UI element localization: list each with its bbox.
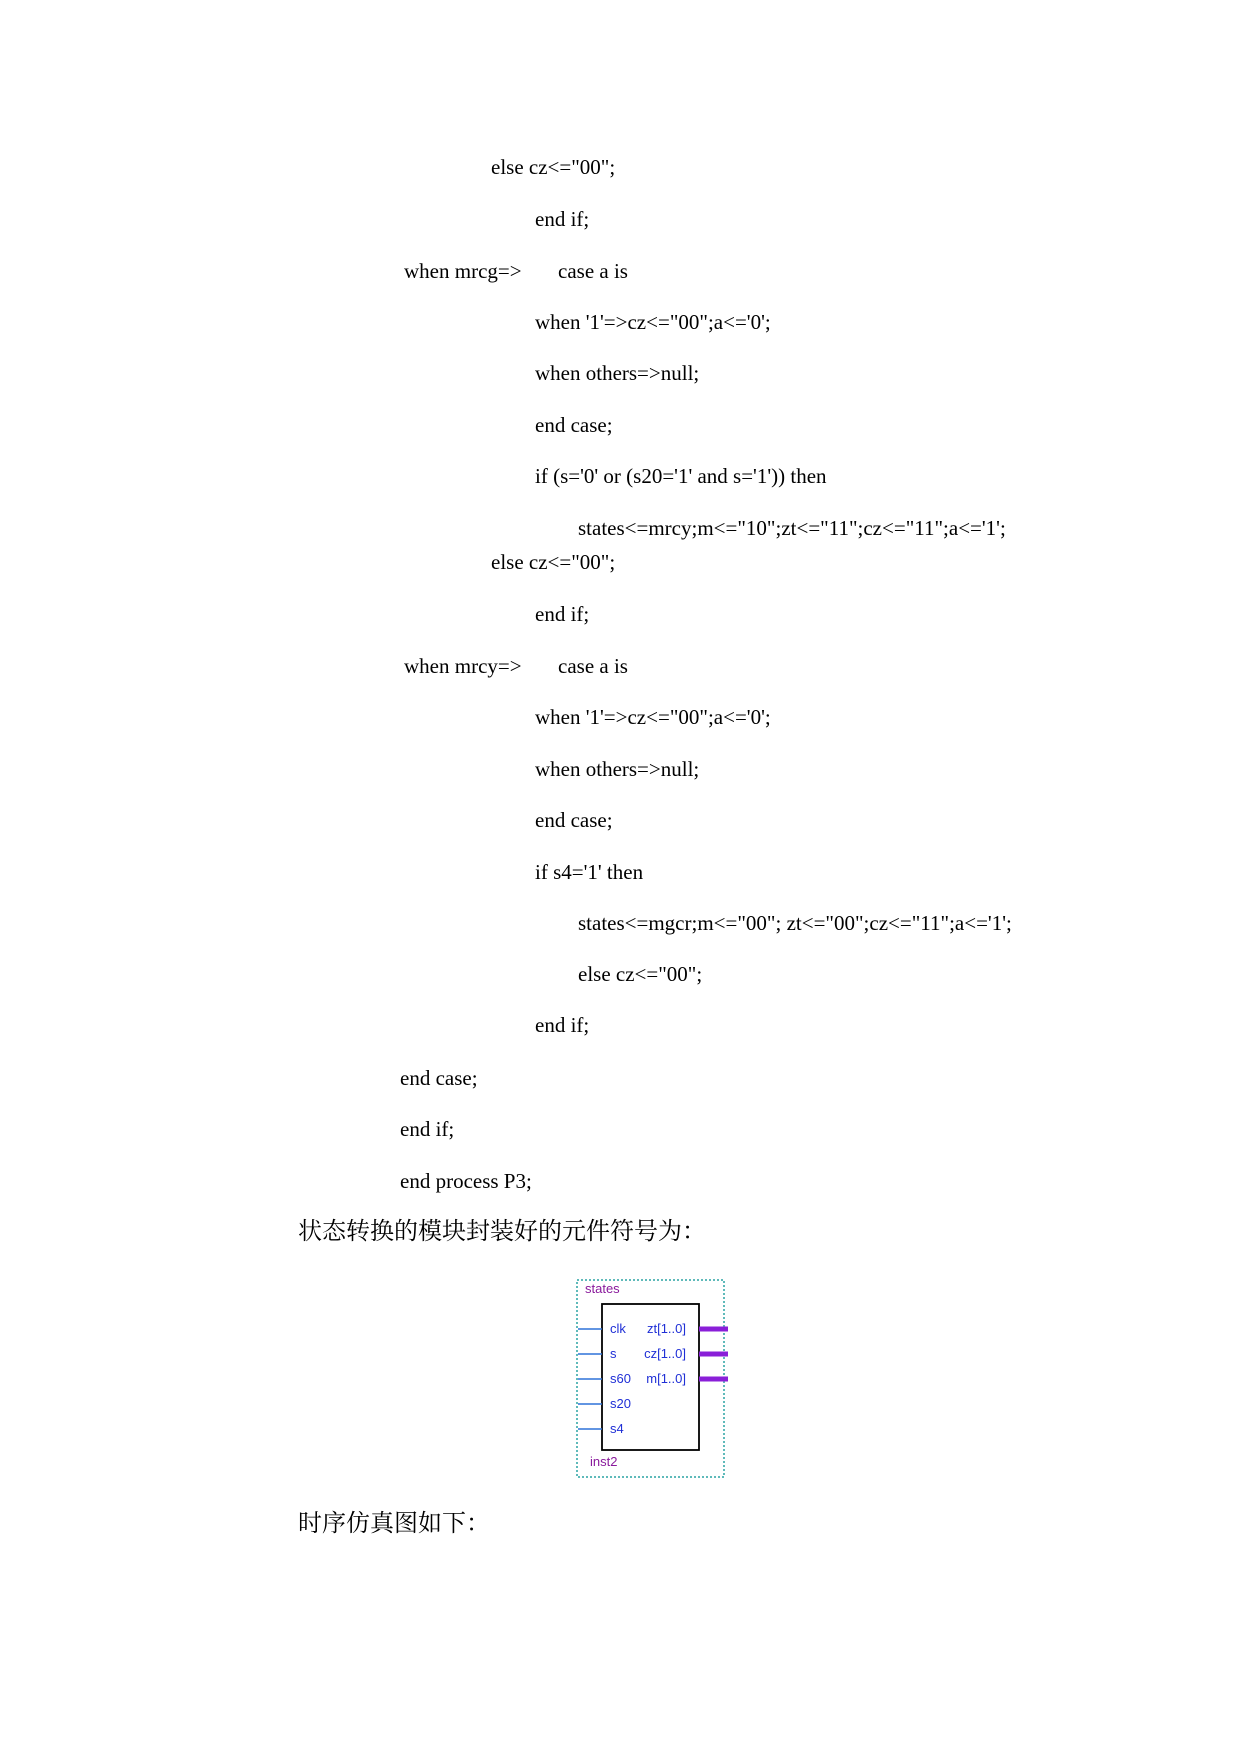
code-line: end if; [535,602,590,626]
input-pin-label: s [610,1346,617,1361]
output-pin-label: cz[1..0] [644,1346,686,1361]
code-line: end case; [400,1066,478,1090]
symbol-box [602,1304,699,1450]
code-line: end case; [535,413,613,437]
simulation-caption: 时序仿真图如下： [298,1509,490,1537]
code-line: when others=>null; [535,361,700,385]
code-line: else cz<="00"; [491,155,616,179]
code-line: states<=mgcr;m<="00"; zt<="00";cz<="11";a<='1'; [578,911,1012,935]
output-pin-label: m[1..0] [646,1371,686,1386]
symbol-instance: inst2 [590,1454,618,1469]
code-line: end if; [535,1013,590,1037]
code-line: when '1'=>cz<="00";a<='0'; [535,310,771,334]
code-line: case a is [558,654,628,678]
code-line: end case; [535,808,613,832]
code-line: if s4='1' then [535,860,644,884]
symbol-name: states [585,1281,620,1296]
code-line: else cz<="00"; [491,550,616,574]
input-pin-label: s4 [610,1421,624,1436]
code-line: if (s='0' or (s20='1' and s='1')) then [535,464,827,488]
symbol-caption: 状态转换的模块封装好的元件符号为： [298,1217,706,1245]
code-line: case a is [558,259,628,283]
code-line: else cz<="00"; [578,962,703,986]
code-line: end process P3; [400,1169,532,1193]
code-line: states<=mrcy;m<="10";zt<="11";cz<="11";a<='1'; [578,516,1006,540]
code-line: when others=>null; [535,757,700,781]
code-line: when '1'=>cz<="00";a<='0'; [535,705,771,729]
code-line: when mrcg=> [404,259,522,283]
code-line: end if; [535,207,590,231]
input-pin-label: s20 [610,1396,631,1411]
input-pin-label: s60 [610,1371,631,1386]
code-line: when mrcy=> [404,654,522,678]
code-line: end if; [400,1117,455,1141]
input-pin-label: clk [610,1321,626,1336]
output-pin-label: zt[1..0] [646,1321,686,1336]
symbol-border [577,1280,724,1477]
